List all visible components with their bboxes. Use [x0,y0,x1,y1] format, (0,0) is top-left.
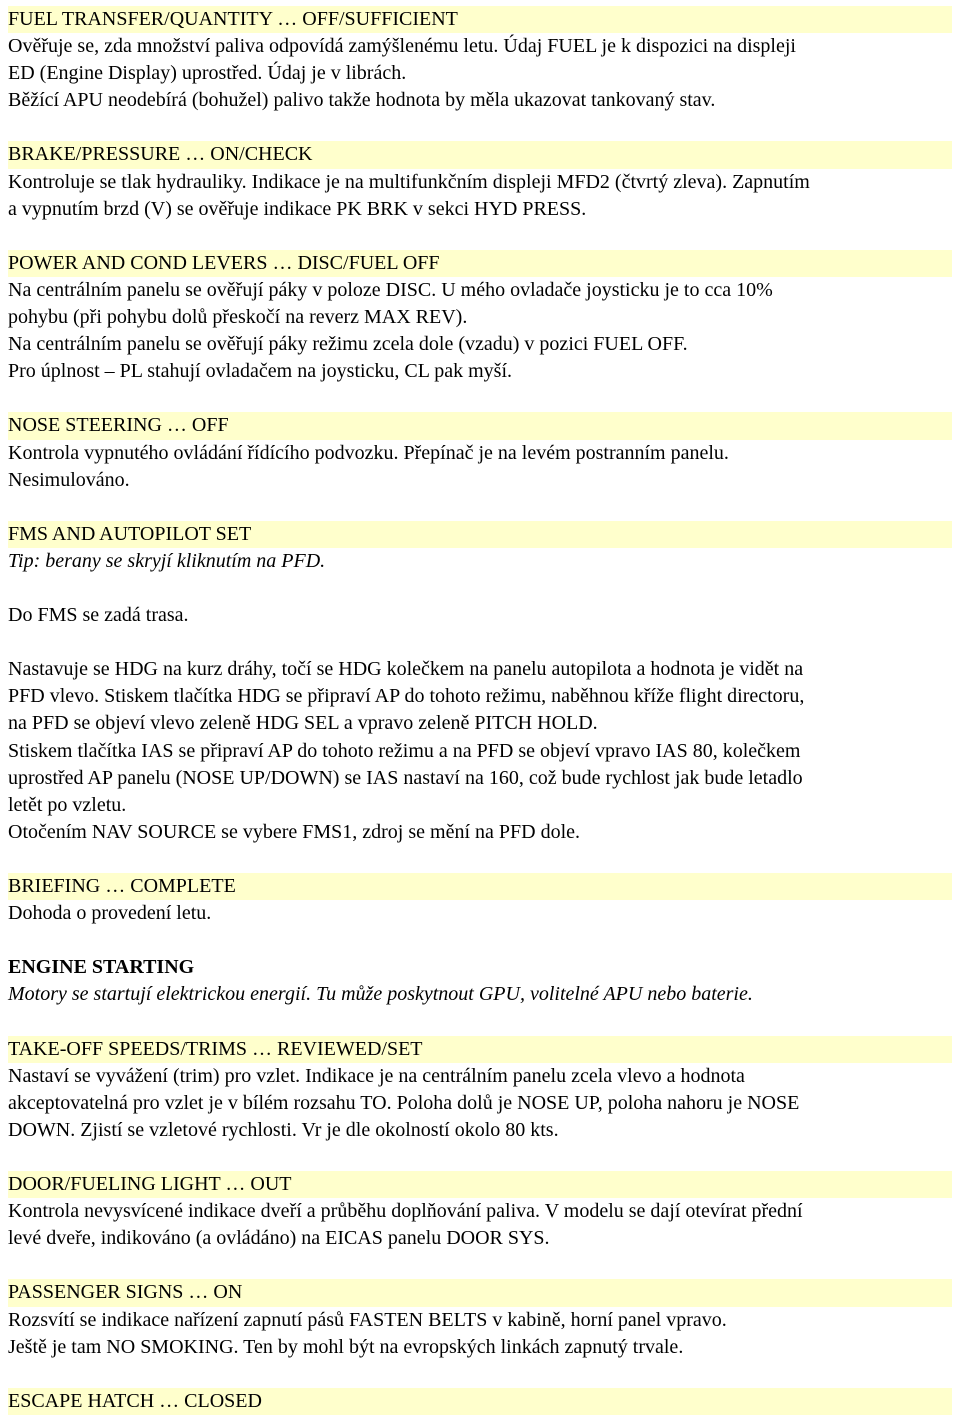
body-line: Kontrola vypnutého ovládání řídícího podvozku. Přepínač je na levém postranním panelu. [8,441,729,464]
section-escape-hatch [8,1388,952,1415]
section-passenger-signs [8,1279,952,1360]
body-line: DOWN. Zjistí se vzletové rychlosti. Vr je dle okolností okolo 80 kts. [8,1118,559,1141]
section-door-fueling [8,1171,952,1252]
body-line: Ještě je tam NO SMOKING. Ten by mohl být na evropských linkách zapnutý trvale. [8,1335,684,1358]
body-line: Do FMS se zadá trasa. [8,604,189,627]
body-line: Na centrálním panelu se ověřují páky v poloze DISC. U mého ovladače joysticku je to cca 10% [8,278,773,301]
tip-line: Tip: berany se skryjí kliknutím na PFD. [8,549,326,572]
body-line: Na centrálním panelu se ověřují páky režimu zcela dole (vzadu) v pozici FUEL OFF. [8,333,688,356]
section-nose-steering [8,412,952,493]
body-line: Otočením NAV SOURCE se vybere FMS1, zdroj se mění na PFD dole. [8,820,581,843]
section-heading: PASSENGER SIGNS … ON [8,1279,952,1306]
section-takeoff-speeds [8,1036,952,1144]
section-engine-starting [8,954,952,1008]
section-heading: TAKE-OFF SPEEDS/TRIMS … REVIEWED/SET [8,1036,952,1063]
section-heading: DOOR/FUELING LIGHT … OUT [8,1171,952,1198]
section-briefing [8,873,952,927]
body-line: Stiskem tlačítka IAS se připraví AP do tohoto režimu a na PFD se objeví vpravo IAS 80, kolečkem [8,739,801,762]
section-power-cond-levers [8,250,952,385]
section-heading: BRIEFING … COMPLETE [8,873,952,900]
section-brake-pressure [8,141,952,222]
body-line: pohybu (při pohybu dolů přeskočí na reverz MAX REV). [8,306,468,329]
body-line: PFD vlevo. Stiskem tlačítka HDG se připraví AP do tohoto režimu, naběhnou kříže flight directoru, [8,685,805,708]
section-heading: FUEL TRANSFER/QUANTITY … OFF/SUFFICIENT [8,6,952,33]
body-line: ED (Engine Display) uprostřed. Údaj je v librách. [8,62,407,85]
body-line: Nastavuje se HDG na kurz dráhy, točí se HDG kolečkem na panelu autopilota a hodnota je vidět na [8,658,804,681]
section-heading: NOSE STEERING … OFF [8,412,952,439]
body-line: a vypnutím brzd (V) se ověřuje indikace PK BRK v sekci HYD PRESS. [8,197,587,220]
body-line: letět po vzletu. [8,793,127,816]
section-heading: ESCAPE HATCH … CLOSED [8,1388,952,1415]
section-fms-autopilot [8,521,952,846]
body-line: akceptovatelná pro vzlet je v bílém rozsahu TO. Poloha dolů je NOSE UP, poloha nahoru je NOSE [8,1091,800,1114]
body-line: Ověřuje se, zda množství paliva odpovídá zamýšlenému letu. Údaj FUEL je k dispozici na displeji [8,35,796,58]
section-heading: POWER AND COND LEVERS … DISC/FUEL OFF [8,250,952,277]
section-heading: BRAKE/PRESSURE … ON/CHECK [8,141,952,168]
section-heading: FMS AND AUTOPILOT SET [8,521,952,548]
body-line: Kontroluje se tlak hydrauliky. Indikace je na multifunkčním displeji MFD2 (čtvrtý zleva). Zapnutím [8,170,810,193]
body-line: Pro úplnost – PL stahují ovladačem na joysticku, CL pak myší. [8,360,513,383]
body-line: na PFD se objeví vlevo zeleně HDG SEL a vpravo zeleně PITCH HOLD. [8,712,598,735]
body-line: Rozsvítí se indikace nařízení zapnutí pásů FASTEN BELTS v kabině, horní panel vpravo. [8,1308,727,1331]
section-fuel-transfer [8,6,952,114]
body-line: uprostřed AP panelu (NOSE UP/DOWN) se IAS nastaví na 160, což bude rychlost jak bude letadlo [8,766,803,789]
body-line: Motory se startují elektrickou energií. Tu může poskytnout GPU, volitelné APU nebo baterie. [8,983,753,1006]
body-line: Běžící APU neodebírá (bohužel) palivo takže hodnota by měla ukazovat tankovaný stav. [8,89,716,112]
body-line: Nastaví se vyvážení (trim) pro vzlet. Indikace je na centrálním panelu zcela vlevo a hodnota [8,1064,745,1087]
body-line: Kontrola nevysvícené indikace dveří a průběhu doplňování paliva. V modelu se dají otevírat přední [8,1200,803,1223]
body-line: Dohoda o provedení letu. [8,902,212,925]
body-line: Nesimulováno. [8,468,130,491]
body-line: levé dveře, indikováno (a ovládáno) na EICAS panelu DOOR SYS. [8,1227,550,1250]
section-heading: ENGINE STARTING [8,956,195,979]
